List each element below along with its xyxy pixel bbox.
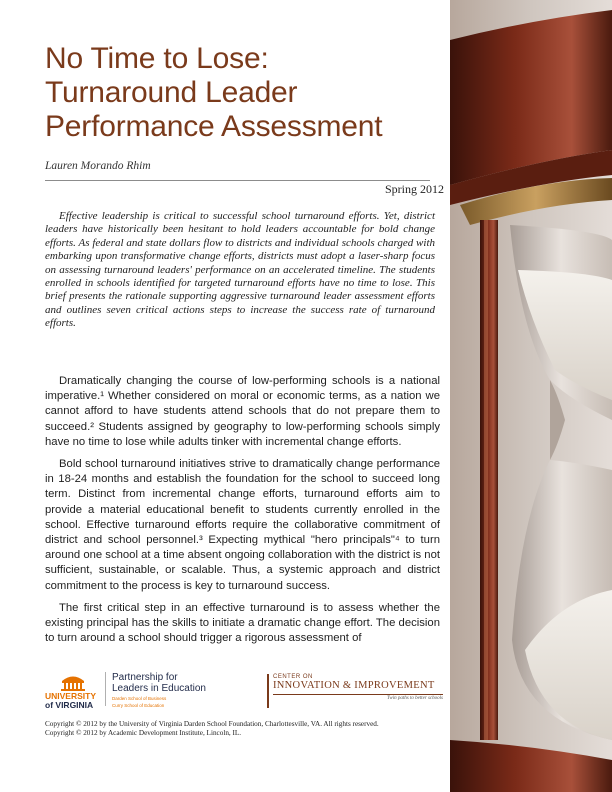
rotunda-icon (59, 672, 87, 692)
cii-tagline: Twin paths to better schools (386, 696, 443, 701)
body-paragraph: Bold school turnaround initiatives strive to dramatically change performance in 18-24 months and establish the foundation for the school to succeed long term. Distinct from incremental change efforts, turnaround efforts aim to provide a material educational benefit to students currently enrolled in the school. Effective turnaround efforts require the collaborative commitment of district and school personnel.³ Expecting mythical "hero principals"⁴ to turn around one school at a time absent ongoing collaboration with the district is not sufficient, sustainable, or scalable. Thus, a systemic approach and district commitment to the process is key to turnaround success. (45, 458, 441, 592)
title-line-3: Performance Assessment (45, 110, 383, 143)
title-line-1: No Time to Lose: (45, 42, 269, 75)
copyright-notice (45, 720, 445, 738)
body-paragraph: Dramatically changing the course of low-performing schools is a national imperative.¹ Whether considered on moral or economic terms, as a nation we cannot afford to have students attend schools that do not prepare them to succeed.² Students assigned by geography to low-performing schools simply have no time to lose while adults tinker with incremental change efforts. (45, 375, 440, 448)
cii-top-text: CENTER ON (273, 674, 313, 680)
ple-subtext-1: Darden School of Business (112, 696, 167, 701)
body-text (45, 374, 440, 653)
copyright-line-1: Copyright © 2012 by the University of Virginia Darden School Foundation, Charlottesville, VA. All rights reserved. (45, 720, 379, 728)
copyright-line-2: Copyright © 2012 by Academic Development Institute, Lincoln, IL. (45, 729, 242, 737)
hourglass-image (450, 0, 612, 792)
ple-subtext-2: Curry School of Education (112, 703, 165, 708)
title-line-2: Turnaround Leader (45, 76, 298, 109)
ple-name-line-2: Leaders in Education (112, 683, 206, 694)
ple-logo (105, 672, 206, 706)
body-paragraph: The first critical step in an effective turnaround is to assess whether the existing principal has the skills to initiate a dramatic change effort. The decision to turn around a school should trigger a rigorous assessment of (45, 601, 440, 645)
cii-logo (267, 674, 453, 708)
uva-wordmark: UNIVERSITY of VIRGINIA (45, 691, 97, 710)
cii-main-text: INNOVATION & IMPROVEMENT (273, 680, 435, 691)
publication-date: Spring 2012 (384, 182, 444, 196)
partner-logos (45, 672, 445, 712)
abstract-text: Effective leadership is critical to successful school turnaround efforts. Yet, district leaders have historically been hesitant to hold leaders accountable for bold change efforts. As federal and state dollars flow to districts and individual schools charged with embarking upon transformative change efforts, districts must adopt a laser-sharp focus on assessing turnaround leaders' performance on an accelerated timeline. The students enrolled in schools identified for targeted turnaround efforts have no time to lose. This brief presents the rationale supporting aggressive turnaround leader assessment efforts and outlines seven critical actions steps to increase the success rate of turnaround efforts. (45, 210, 435, 330)
uva-logo (45, 672, 105, 712)
author-name: Lauren Morando Rhim (45, 160, 151, 172)
cii-rule (273, 694, 443, 695)
ple-name-line-1: Partnership for (112, 672, 178, 683)
document-title (45, 42, 445, 144)
header-divider (45, 180, 430, 181)
abstract (45, 210, 435, 331)
